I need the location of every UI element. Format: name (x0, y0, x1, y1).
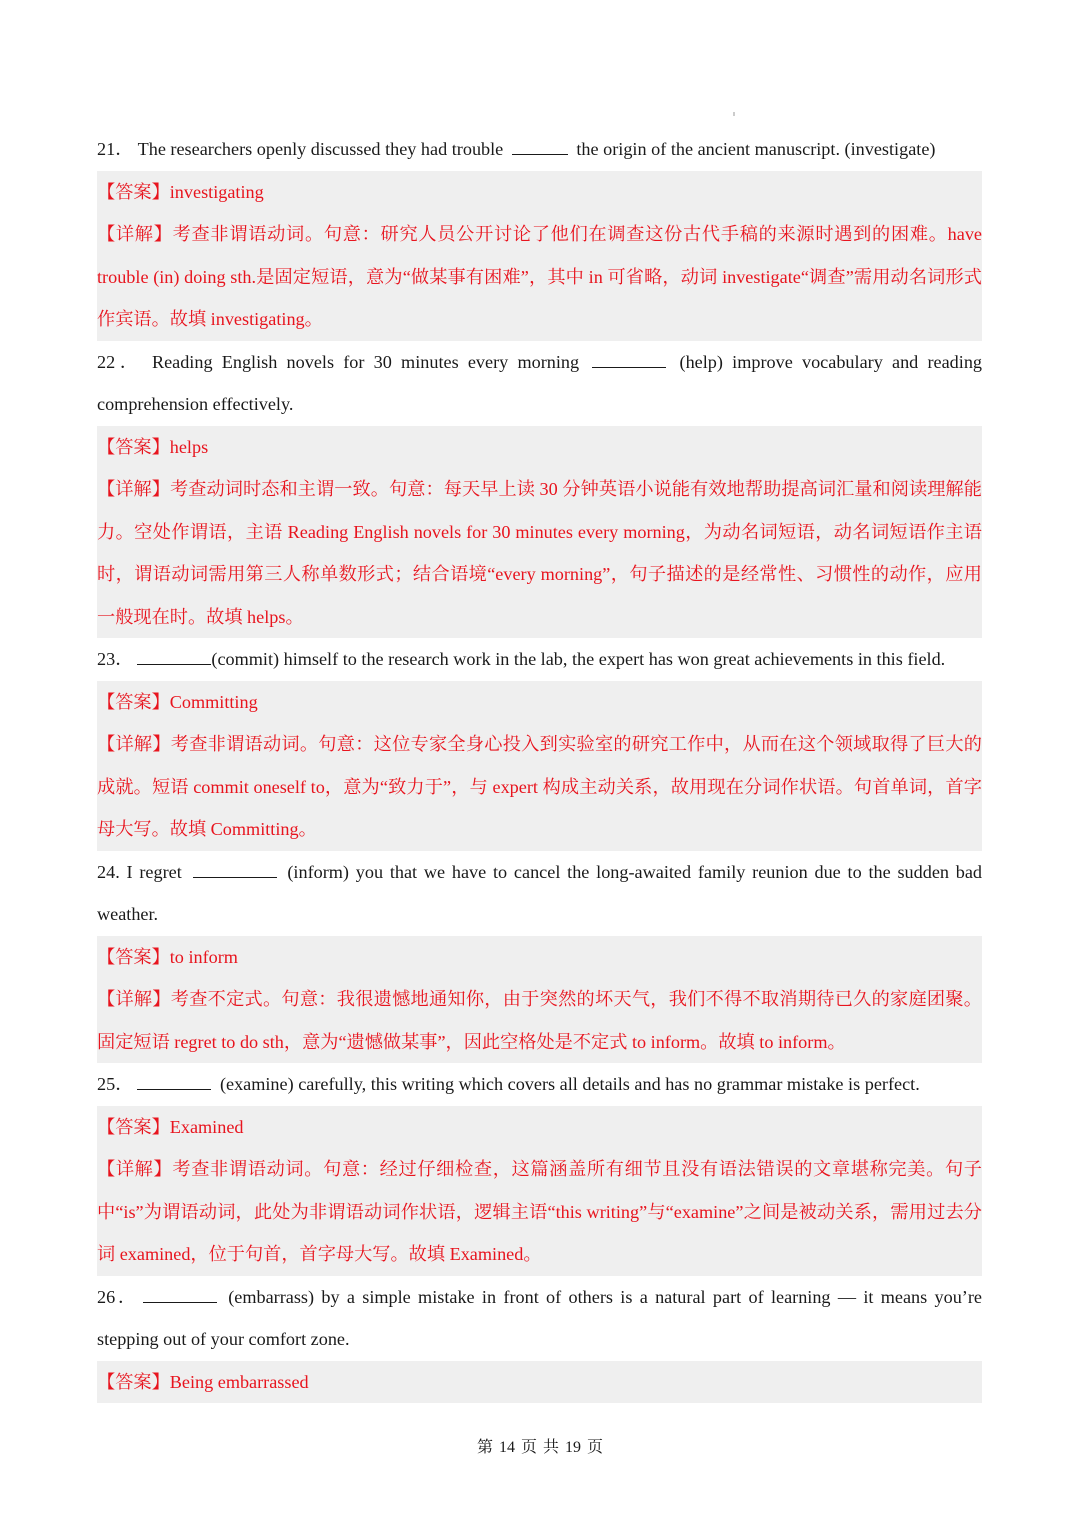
question-23: 23． (commit) himself to the research work in the lab, the expert has won great achievements in this field. (97, 649, 946, 669)
answer-blank (137, 1073, 211, 1090)
answer-26: 【答案】Being embarrassed (97, 1371, 309, 1392)
answer-blank (512, 138, 568, 155)
question-21: 21． The researchers openly discussed they had trouble the origin of the ancient manuscript. (investigate) (97, 139, 936, 159)
question-24: 24. I regret (inform) you that we have to cancel the long-awaited family reunion due to the sudden bad weather. (97, 861, 983, 924)
answer-25: 【答案】Examined (97, 1116, 244, 1137)
answer-blank (143, 1286, 217, 1303)
scan-mark (733, 112, 735, 116)
answer-box-25 (97, 1106, 982, 1276)
detail-22: 【详解】考查动词时态和主谓一致。句意：每天早上读 30 分钟英语小说能有效地帮助提高词汇量和阅读理解能力。空处作谓语，主语 Reading English novels for 30 minutes every morning，为动名词短语，动名词短语作主语时，谓语动词需用第三人称单数形式；结合语境“every morning”，句子描述的是经常性、习惯性的动作，应用一般现在时。故填 helps。 (97, 479, 982, 627)
answer-24: 【答案】to inform (97, 946, 238, 967)
answer-box-23 (97, 681, 982, 851)
answer-blank (137, 648, 211, 665)
question-22: 22． Reading English novels for 30 minutes every morning (help) improve vocabulary and reading comprehension effectively. (97, 351, 983, 414)
page-footer: 第 14 页 共 19 页 (476, 1439, 604, 1456)
document-body (97, 128, 982, 1403)
answer-blank (592, 351, 666, 368)
answer-22: 【答案】helps (97, 436, 209, 457)
question-26: 26． (embarrass) by a simple mistake in front of others is a natural part of learning — it means you’re stepping out of your comfort zone. (97, 1286, 982, 1349)
answer-box-26 (97, 1361, 982, 1404)
current-page: 14 (498, 1439, 515, 1456)
answer-21: 【答案】investigating (97, 181, 264, 202)
answer-box-21 (97, 171, 982, 341)
detail-23: 【详解】考查非谓语动词。句意：这位专家全身心投入到实验室的研究工作中，从而在这个领域取得了巨大的成就。短语 commit oneself to，意为“致力于”，与 expert 构成主动关系，故用现在分词作状语。句首单词，首字母大写。故填 Committing。 (97, 734, 982, 839)
answer-23: 【答案】Committing (97, 691, 258, 712)
answer-blank (193, 861, 277, 878)
answer-box-24 (97, 936, 982, 1064)
detail-21: 【详解】考查非谓语动词。句意：研究人员公开讨论了他们在调查这份古代手稿的来源时遇到的困难。have trouble (in) doing sth.是固定短语，意为“做某事有困难”，其中 in 可省略，动词 investigate“调查”需用动名词形式作宾语。故填 investigating。 (97, 224, 982, 329)
detail-24: 【详解】考查不定式。句意：我很遗憾地通知你，由于突然的坏天气，我们不得不取消期待已久的家庭团聚。固定短语 regret to do sth，意为“遗憾做某事”，因此空格处是不定式 to inform。故填 to inform。 (97, 989, 982, 1052)
total-pages: 19 (565, 1439, 582, 1456)
detail-25: 【详解】考查非谓语动词。句意：经过仔细检查，这篇涵盖所有细节且没有语法错误的文章堪称完美。句子中“is”为谓语动词，此处为非谓语动词作状语，逻辑主语“this writing”与“examine”之间是被动关系，需用过去分词 examined，位于句首，首字母大写。故填 Examined。 (97, 1159, 982, 1264)
question-25: 25． (examine) carefully, this writing which covers all details and has no grammar mistake is perfect. (97, 1074, 920, 1094)
answer-box-22 (97, 426, 982, 639)
